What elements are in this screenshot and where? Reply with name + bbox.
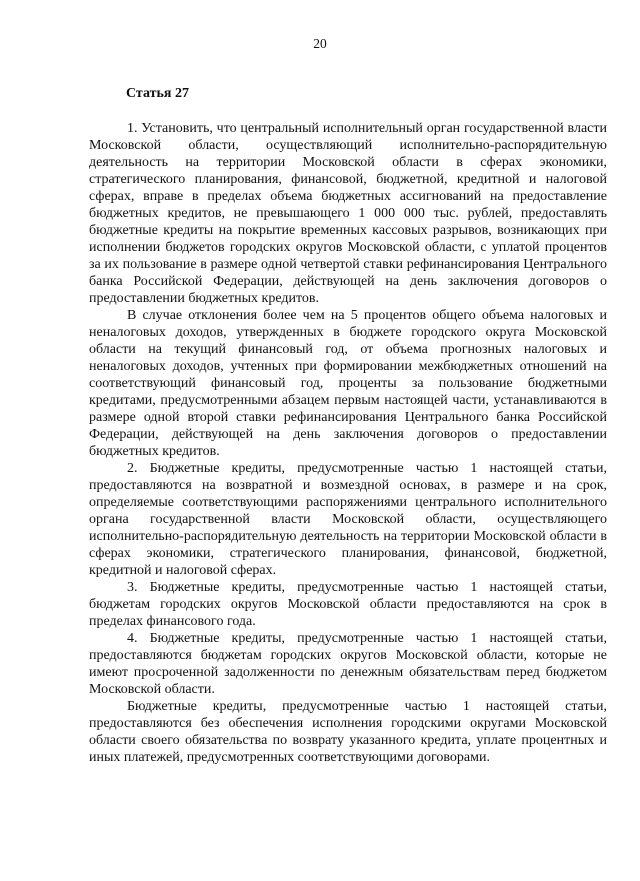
paragraph-3: 2. Бюджетные кредиты, предусмотренные частью 1 настоящей статьи, предоставляются на возвратной и возмездной основах, в размере и на срок, определяемые соответствующими распоряжениями центрального исполнительного органа государственной власти Московской области, осуществляющего исполнительно-распорядительную деятельность на территории Московской области в сферах экономики, стратегического планирования, финансовой, бюджетной, кредитной и налоговой сферах. [89,461,607,578]
paragraph-4: 3. Бюджетные кредиты, предусмотренные частью 1 настоящей статьи, бюджетам городских округов Московской области предоставляются на срок в пределах финансового года. [89,580,607,629]
paragraph-1: 1. Установить, что центральный исполнительный орган государственной власти Московской области, осуществляющий исполнительно-распорядительную деятельность на территории Московской области в сферах экономики, стратегического планирования, финансовой, бюджетной, кредитной и налоговой сферах, вправе в пределах объема бюджетных ассигнований на предоставление бюджетных кредитов, не превышающего 1 000 000 тыс. рублей, предоставлять бюджетные кредиты на покрытие временных кассовых разрывов, возникающих при исполнении бюджетов городских округов Московской области, с уплатой процентов за их пользование в размере одной четвертой ставки рефинансирования Центрального банка Российской Федерации, действующей на день заключения договоров о предоставлении бюджетных кредитов. [89,121,607,306]
paragraph-6: Бюджетные кредиты, предусмотренные частью 1 настоящей статьи, предоставляются без обеспечения исполнения городскими округами Московской области своего обязательства по возврату указанного кредита, уплате процентных и иных платежей, предусмотренных соответствующими договорами. [89,699,607,765]
paragraph-2: В случае отклонения более чем на 5 процентов общего объема налоговых и неналоговых доходов, утвержденных в бюджете городского округа Московской области на текущий финансовый год, от объема прогнозных налоговых и неналоговых доходов, учтенных при формировании межбюджетных отношений на соответствующий финансовый год, проценты за пользование бюджетными кредитами, предусмотренными абзацем первым настоящей части, устанавливаются в размере одной второй ставки рефинансирования Центрального банка Российской Федерации, действующей на день заключения договоров о предоставлении бюджетных кредитов. [89,308,607,459]
article-body [89,120,607,766]
article-title: Статья 27 [126,86,189,101]
page-number: 20 [313,36,327,51]
paragraph-5: 4. Бюджетные кредиты, предусмотренные частью 1 настоящей статьи, предоставляются бюджетам городских округов Московской области, которые не имеют просроченной задолженности по денежным обязательствам перед бюджетом Московской области. [89,631,607,697]
